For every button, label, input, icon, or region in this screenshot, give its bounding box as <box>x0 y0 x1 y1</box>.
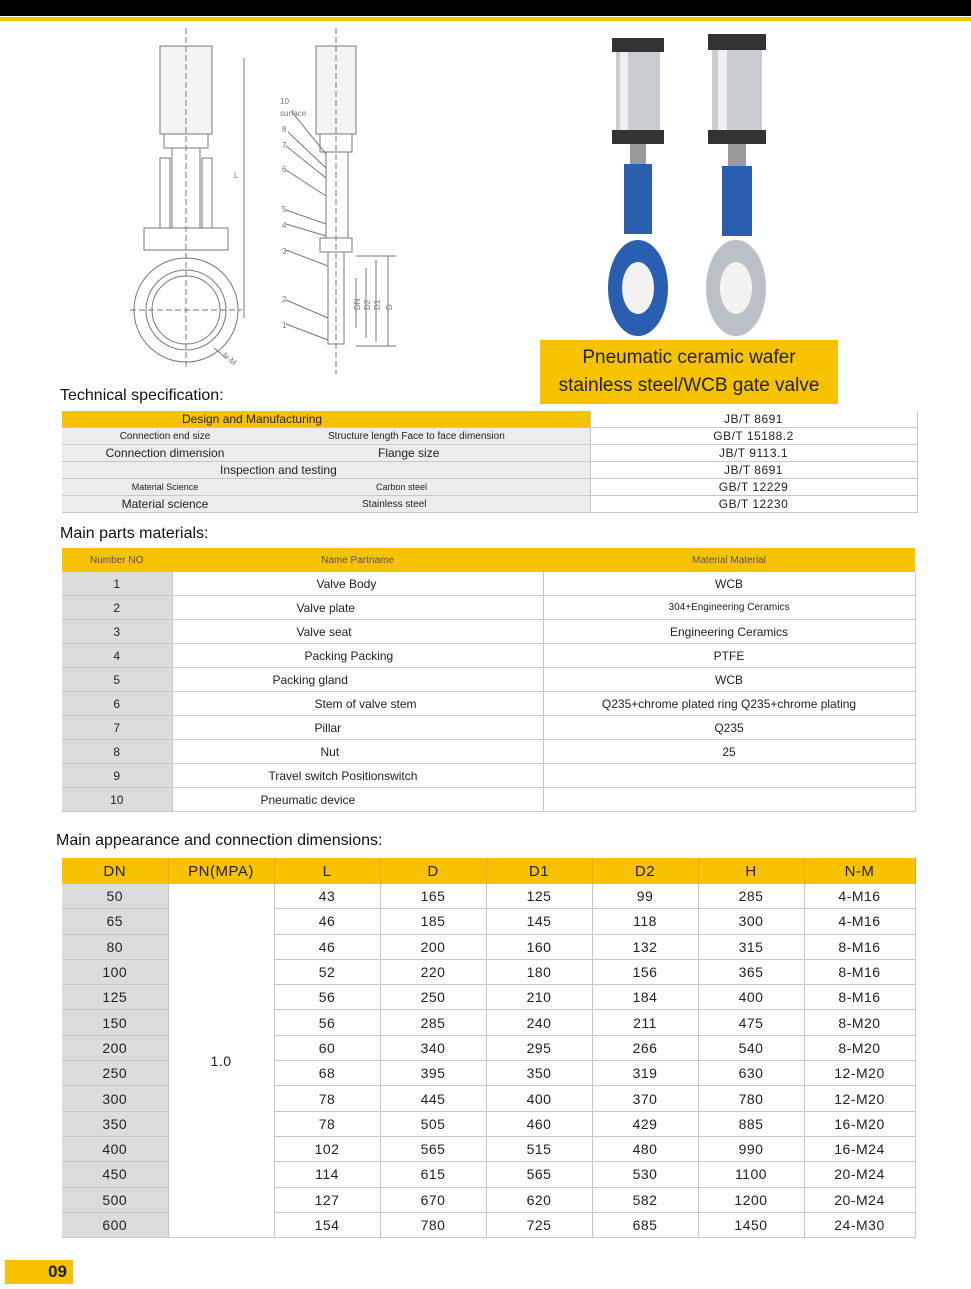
dims-value-cell: 990 <box>698 1136 804 1161</box>
dims-value-cell: 211 <box>592 1010 698 1035</box>
dims-value-cell: 46 <box>274 934 380 959</box>
dims-value-cell: 780 <box>698 1086 804 1111</box>
callout-3: 3 <box>282 247 287 256</box>
spec-left: Connection dimension <box>62 445 268 462</box>
parts-header-name: Name Partname <box>172 548 543 572</box>
dims-value-cell: 365 <box>698 959 804 984</box>
part-name: Nut <box>172 740 543 764</box>
part-name: Valve Body <box>172 572 543 596</box>
dims-value-cell: 429 <box>592 1111 698 1136</box>
spec-value: GB/T 12229 <box>590 479 917 496</box>
parts-header-material: Material Material <box>543 548 915 572</box>
spec-left: Material Science <box>62 479 268 496</box>
dims-value-cell: 460 <box>486 1111 592 1136</box>
tech-spec-row <box>62 462 917 479</box>
dims-value-cell: 565 <box>380 1136 486 1161</box>
dims-value-cell: 615 <box>380 1162 486 1187</box>
part-material: WCB <box>543 668 915 692</box>
callout-surface: surface <box>280 109 307 118</box>
product-title-line-1: Pneumatic ceramic wafer <box>582 347 796 368</box>
parts-row <box>62 668 915 692</box>
dims-value-cell: 285 <box>698 884 804 909</box>
part-number: 10 <box>62 788 172 812</box>
callout-4: 4 <box>282 221 287 230</box>
product-title-box <box>540 340 838 404</box>
spec-left: Connection end size <box>62 428 268 445</box>
dims-value-cell: 370 <box>592 1086 698 1111</box>
dims-dn-cell: 300 <box>62 1086 168 1111</box>
dims-dn-cell: 125 <box>62 985 168 1010</box>
spec-value: JB/T 8691 <box>590 411 917 428</box>
part-material <box>543 764 915 788</box>
dims-value-cell: 505 <box>380 1111 486 1136</box>
parts-header-row <box>62 548 915 572</box>
dim-d2-label: D2 <box>363 299 372 310</box>
parts-row <box>62 620 915 644</box>
part-material: WCB <box>543 572 915 596</box>
dims-value-cell: 340 <box>380 1035 486 1060</box>
spec-value: GB/T 12230 <box>590 496 917 513</box>
dims-value-cell: 43 <box>274 884 380 909</box>
dims-value-cell: 4-M16 <box>804 884 915 909</box>
dims-value-cell: 127 <box>274 1187 380 1212</box>
dims-value-cell: 780 <box>380 1212 486 1237</box>
parts-title: Main parts materials: <box>60 525 209 542</box>
dims-value-cell: 530 <box>592 1162 698 1187</box>
dims-value-cell: 56 <box>274 985 380 1010</box>
dims-value-cell: 78 <box>274 1086 380 1111</box>
part-name: Stem of valve stem <box>172 692 543 716</box>
dims-value-cell: 1200 <box>698 1187 804 1212</box>
spec-mid: Stainless steel <box>268 496 590 513</box>
part-number: 3 <box>62 620 172 644</box>
spec-value: JB/T 8691 <box>590 462 917 479</box>
dims-dn-cell: 65 <box>62 909 168 934</box>
part-name: Packing Packing <box>172 644 543 668</box>
dims-value-cell: 185 <box>380 909 486 934</box>
part-material: Q235+chrome plated ring Q235+chrome plating <box>543 692 915 716</box>
product-title-line-2: stainless steel/WCB gate valve <box>558 375 820 396</box>
dims-value-cell: 60 <box>274 1035 380 1060</box>
dims-value-cell: 400 <box>698 985 804 1010</box>
spec-mid: Carbon steel <box>268 479 590 496</box>
dims-value-cell: 200 <box>380 934 486 959</box>
callout-8: 8 <box>282 125 287 134</box>
dims-row <box>62 884 915 909</box>
part-name: Packing gland <box>172 668 543 692</box>
technical-drawing <box>120 28 420 380</box>
part-number: 9 <box>62 764 172 788</box>
parts-row <box>62 572 915 596</box>
dims-dn-cell: 200 <box>62 1035 168 1060</box>
dims-dn-cell: 500 <box>62 1187 168 1212</box>
part-name: Pillar <box>172 716 543 740</box>
dim-l-label: L <box>234 171 239 180</box>
dims-value-cell: 56 <box>274 1010 380 1035</box>
dims-dn-cell: 400 <box>62 1136 168 1161</box>
dims-header-cell: D2 <box>592 858 698 884</box>
dims-value-cell: 12-M20 <box>804 1086 915 1111</box>
dims-dn-cell: 600 <box>62 1212 168 1237</box>
dim-dn-label: DN <box>353 298 362 310</box>
dims-dn-cell: 450 <box>62 1162 168 1187</box>
dims-value-cell: 220 <box>380 959 486 984</box>
dims-pn-cell: 1.0 <box>168 884 274 1238</box>
tech-spec-row <box>62 445 917 462</box>
dims-value-cell: 180 <box>486 959 592 984</box>
part-material: Engineering Ceramics <box>543 620 915 644</box>
dims-value-cell: 250 <box>380 985 486 1010</box>
parts-row <box>62 644 915 668</box>
part-name: Travel switch Positionswitch <box>172 764 543 788</box>
dims-value-cell: 240 <box>486 1010 592 1035</box>
top-black-bar <box>0 0 971 16</box>
dims-value-cell: 685 <box>592 1212 698 1237</box>
dims-value-cell: 670 <box>380 1187 486 1212</box>
dims-header-cell: D <box>380 858 486 884</box>
spec-mid: Structure length Face to face dimension <box>268 428 590 445</box>
parts-row <box>62 692 915 716</box>
dims-value-cell: 24-M30 <box>804 1212 915 1237</box>
part-material: 25 <box>543 740 915 764</box>
dims-value-cell: 1450 <box>698 1212 804 1237</box>
dims-value-cell: 132 <box>592 934 698 959</box>
part-number: 4 <box>62 644 172 668</box>
tech-spec-table <box>62 411 918 513</box>
valve-left <box>608 38 668 336</box>
dims-value-cell: 16-M20 <box>804 1111 915 1136</box>
dims-value-cell: 540 <box>698 1035 804 1060</box>
dims-value-cell: 630 <box>698 1061 804 1086</box>
dims-value-cell: 620 <box>486 1187 592 1212</box>
tech-spec-row <box>62 411 917 428</box>
dims-header-cell: N-M <box>804 858 915 884</box>
part-name: Pneumatic device <box>172 788 543 812</box>
dims-value-cell: 78 <box>274 1111 380 1136</box>
dims-value-cell: 165 <box>380 884 486 909</box>
dims-value-cell: 20-M24 <box>804 1162 915 1187</box>
dims-dn-cell: 150 <box>62 1010 168 1035</box>
spec-left: Design and Manufacturing <box>62 411 590 428</box>
dims-value-cell: 565 <box>486 1162 592 1187</box>
dims-dn-cell: 50 <box>62 884 168 909</box>
dims-value-cell: 8-M16 <box>804 934 915 959</box>
dim-d1-label: D1 <box>373 299 382 310</box>
dims-value-cell: 99 <box>592 884 698 909</box>
dims-value-cell: 114 <box>274 1162 380 1187</box>
dims-value-cell: 125 <box>486 884 592 909</box>
dims-value-cell: 156 <box>592 959 698 984</box>
dims-value-cell: 8-M20 <box>804 1010 915 1035</box>
dims-value-cell: 475 <box>698 1010 804 1035</box>
part-number: 2 <box>62 596 172 620</box>
part-number: 5 <box>62 668 172 692</box>
part-name: Valve plate <box>172 596 543 620</box>
dims-dn-cell: 80 <box>62 934 168 959</box>
parts-row <box>62 596 915 620</box>
dims-dn-cell: 100 <box>62 959 168 984</box>
dims-value-cell: 118 <box>592 909 698 934</box>
part-number: 8 <box>62 740 172 764</box>
parts-row <box>62 788 915 812</box>
dims-value-cell: 145 <box>486 909 592 934</box>
parts-row <box>62 740 915 764</box>
dims-header-cell: PN(MPA) <box>168 858 274 884</box>
tech-spec-row <box>62 496 917 513</box>
dims-value-cell: 8-M16 <box>804 985 915 1010</box>
page-number: 09 <box>5 1260 73 1284</box>
spec-value: GB/T 15188.2 <box>590 428 917 445</box>
tech-spec-title: Technical specification: <box>60 387 224 404</box>
dims-value-cell: 52 <box>274 959 380 984</box>
dims-value-cell: 725 <box>486 1212 592 1237</box>
tech-spec-row <box>62 428 917 445</box>
dimensions-table <box>62 858 916 1238</box>
dims-dn-cell: 350 <box>62 1111 168 1136</box>
dims-value-cell: 102 <box>274 1136 380 1161</box>
dims-value-cell: 319 <box>592 1061 698 1086</box>
callout-6: 6 <box>282 165 287 174</box>
spec-value: JB/T 9113.1 <box>590 445 917 462</box>
part-material <box>543 788 915 812</box>
dims-value-cell: 885 <box>698 1111 804 1136</box>
spec-mid: Flange size <box>268 445 590 462</box>
dims-value-cell: 154 <box>274 1212 380 1237</box>
part-material: Q235 <box>543 716 915 740</box>
dims-value-cell: 12-M20 <box>804 1061 915 1086</box>
part-number: 6 <box>62 692 172 716</box>
tech-spec-row <box>62 479 917 496</box>
dims-value-cell: 20-M24 <box>804 1187 915 1212</box>
part-number: 1 <box>62 572 172 596</box>
dims-value-cell: 515 <box>486 1136 592 1161</box>
parts-row <box>62 716 915 740</box>
dims-value-cell: 184 <box>592 985 698 1010</box>
dims-value-cell: 395 <box>380 1061 486 1086</box>
dims-value-cell: 480 <box>592 1136 698 1161</box>
dims-value-cell: 46 <box>274 909 380 934</box>
dims-value-cell: 315 <box>698 934 804 959</box>
dims-value-cell: 68 <box>274 1061 380 1086</box>
dims-value-cell: 8-M16 <box>804 959 915 984</box>
part-name: Valve seat <box>172 620 543 644</box>
valve-right <box>706 34 766 336</box>
part-material: PTFE <box>543 644 915 668</box>
dims-value-cell: 8-M20 <box>804 1035 915 1060</box>
dims-title: Main appearance and connection dimensions: <box>56 832 383 849</box>
dims-value-cell: 4-M16 <box>804 909 915 934</box>
dims-header-cell: L <box>274 858 380 884</box>
spec-left: Material science <box>62 496 268 513</box>
parts-row <box>62 764 915 788</box>
dims-value-cell: 1100 <box>698 1162 804 1187</box>
dims-value-cell: 445 <box>380 1086 486 1111</box>
dims-value-cell: 400 <box>486 1086 592 1111</box>
dims-value-cell: 285 <box>380 1010 486 1035</box>
dims-header-cell: H <box>698 858 804 884</box>
dims-value-cell: 266 <box>592 1035 698 1060</box>
dims-value-cell: 300 <box>698 909 804 934</box>
callout-5: 5 <box>282 205 287 214</box>
dim-d-label: D <box>385 304 394 310</box>
dims-value-cell: 16-M24 <box>804 1136 915 1161</box>
dim-nm-label: N-M <box>220 350 239 368</box>
callout-1: 1 <box>282 321 287 330</box>
callout-2: 2 <box>282 295 287 304</box>
dims-value-cell: 160 <box>486 934 592 959</box>
dims-header-cell: D1 <box>486 858 592 884</box>
dims-value-cell: 210 <box>486 985 592 1010</box>
spec-left: Inspection and testing <box>62 462 590 479</box>
callout-7: 7 <box>282 141 287 150</box>
dims-header-cell: DN <box>62 858 168 884</box>
parts-header-number: Number NO <box>62 548 172 572</box>
valve-photo <box>590 30 800 340</box>
part-material: 304+Engineering Ceramics <box>543 596 915 620</box>
dims-header-row <box>62 858 915 884</box>
callout-10: 10 <box>280 97 289 106</box>
dims-value-cell: 582 <box>592 1187 698 1212</box>
dims-dn-cell: 250 <box>62 1061 168 1086</box>
part-number: 7 <box>62 716 172 740</box>
parts-table <box>62 548 916 812</box>
dims-value-cell: 350 <box>486 1061 592 1086</box>
top-yellow-line <box>0 17 971 21</box>
dims-value-cell: 295 <box>486 1035 592 1060</box>
